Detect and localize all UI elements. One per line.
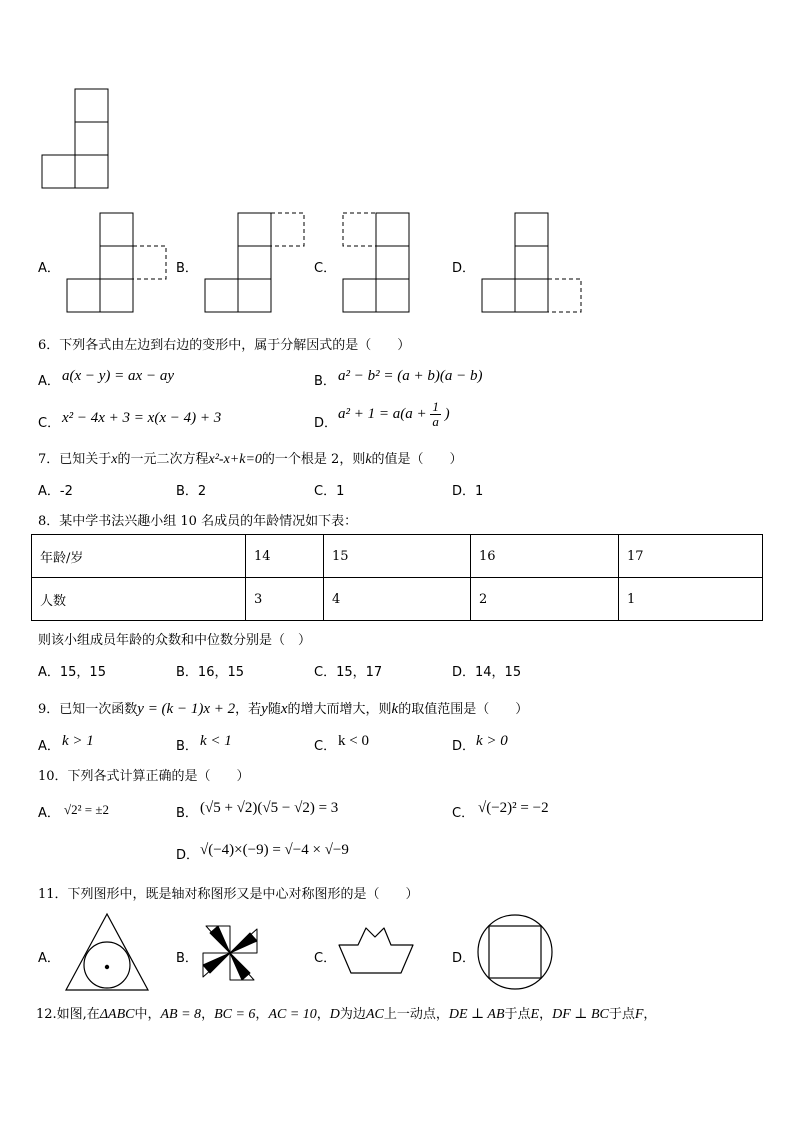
table-cell: 2 <box>471 578 619 621</box>
table-cell: 14 <box>246 535 324 578</box>
q12-stem-part-b: 中， <box>134 1007 161 1022</box>
q9-option-d-expr: k > 0 <box>476 733 508 749</box>
q7-stem-part-a: 7．已知关于 <box>38 452 112 467</box>
q6-option-d-denominator: a <box>432 414 439 429</box>
q12-sep-3: ， <box>316 1007 330 1022</box>
q11-option-b-label[interactable]: B． <box>176 951 198 966</box>
q7-equation: x²-x+k=0 <box>208 452 262 467</box>
q8-option-d[interactable]: D．14，15 <box>452 665 522 680</box>
q12-df-bc: DF ⊥ BC <box>552 1007 609 1022</box>
q9-var-y: y <box>261 701 268 717</box>
q9-stem-part-e: 的取值范围是（ ） <box>398 702 529 717</box>
q8-option-c[interactable]: C．15，17 <box>314 665 383 680</box>
q7-option-b[interactable]: B．2 <box>176 484 207 499</box>
q7-option-a[interactable]: A．-2 <box>38 484 73 499</box>
q9-option-a-expr: k > 1 <box>62 733 94 749</box>
q9-stem-part-c: 随 <box>267 702 281 717</box>
q12-stem-part-d: 上一动点， <box>383 1007 449 1022</box>
q9-var-x: x <box>280 701 288 717</box>
q8-option-b[interactable]: B．16，15 <box>176 665 245 680</box>
q9-var-k: k <box>391 701 399 717</box>
q10-option-c-expr: √(−2)² = −2 <box>478 800 549 816</box>
q6-option-a-expr: a(x − y) = ax − ay <box>62 368 174 384</box>
q12-stem-part-e: 于点 <box>504 1007 531 1022</box>
q6-option-d-left: a² + 1 = a(a + <box>338 405 427 422</box>
q12-stem <box>36 1003 656 1023</box>
q5-option-d-label[interactable]: D． <box>452 261 476 276</box>
q9-stem-part-a: 9．已知一次函数 <box>38 702 138 717</box>
q12-bc: BC = 6 <box>214 1007 256 1022</box>
q12-stem-part-c: 为边 <box>339 1007 366 1022</box>
q12-de-ab: DE ⊥ AB <box>448 1007 505 1022</box>
q6-option-d-label[interactable]: D． <box>314 416 338 431</box>
table-cell: 4 <box>324 578 471 621</box>
q6-option-b-expr: a² − b² = (a + b)(a − b) <box>338 368 483 384</box>
q10-stem: 10．下列各式计算正确的是（ ） <box>38 769 250 784</box>
table-cell: 1 <box>619 578 763 621</box>
q12-triangle: ΔABC <box>99 1007 135 1022</box>
q9-option-a-label[interactable]: A． <box>38 739 60 754</box>
q10-option-c-label[interactable]: C． <box>452 806 475 821</box>
q6-option-c-label[interactable]: C． <box>38 416 61 431</box>
q11-option-c-label[interactable]: C． <box>314 951 337 966</box>
q6-option-b-label[interactable]: B． <box>314 374 336 389</box>
q6-option-c-expr: x² − 4x + 3 = x(x − 4) + 3 <box>62 410 222 426</box>
q9-option-b-expr: k < 1 <box>200 733 232 749</box>
q10-option-b-expr: (√5 + √2)(√5 − √2) = 3 <box>200 800 339 816</box>
q12-side-ac: AC <box>365 1007 384 1022</box>
q7-stem-part-c: 的一个根是 2，则 <box>261 452 366 467</box>
q8-question: 则该小组成员年龄的众数和中位数分别是（ ） <box>38 633 312 648</box>
q10-option-a-label[interactable]: A． <box>38 806 60 821</box>
q7-var-k: k <box>365 452 372 467</box>
q9-stem-part-b: ，若 <box>235 702 262 717</box>
q7-var-x: x <box>111 452 118 467</box>
q12-point-f: F <box>634 1007 644 1022</box>
q7-stem-part-b: 的一元二次方程 <box>117 452 209 467</box>
q9-option-c-expr: k < 0 <box>338 733 369 749</box>
q10-option-b-label[interactable]: B． <box>176 806 198 821</box>
q8-option-a[interactable]: A．15，15 <box>38 665 106 680</box>
q12-point-e: E <box>530 1007 540 1022</box>
q12-ab: AB = 8 <box>160 1007 202 1022</box>
q12-sep-4: ， <box>539 1007 553 1022</box>
q7-option-c[interactable]: C．1 <box>314 484 345 499</box>
q6-option-d-numerator: 1 <box>432 399 439 414</box>
q12-stem-part-f: 于点 <box>608 1007 635 1022</box>
q10-option-d-label[interactable]: D． <box>176 848 200 863</box>
table-cell: 3 <box>246 578 324 621</box>
table-cell: 15 <box>324 535 471 578</box>
table-cell: 16 <box>471 535 619 578</box>
q5-option-a-label[interactable]: A． <box>38 261 60 276</box>
q7-stem-part-d: 的值是（ ） <box>371 452 463 467</box>
q11-option-d-label[interactable]: D． <box>452 951 476 966</box>
table-cell: 年龄/岁 <box>32 535 246 578</box>
q12-var-d: D <box>329 1007 340 1022</box>
q6-option-d-right: ) <box>444 405 450 422</box>
q12-stem-part-a: 12.如图,在 <box>36 1007 100 1022</box>
q12-ac: AC = 10 <box>268 1007 317 1022</box>
q11-stem: 11．下列图形中，既是轴对称图形又是中心对称图形的是（ ） <box>38 887 419 902</box>
q5-option-c-label[interactable]: C． <box>314 261 337 276</box>
q12-sep-5: ， <box>643 1007 657 1022</box>
q9-stem-part-d: 的增大而增大，则 <box>287 702 392 717</box>
q7-option-d[interactable]: D．1 <box>452 484 484 499</box>
q6-option-a-label[interactable]: A． <box>38 374 60 389</box>
q5-option-b-label[interactable]: B． <box>176 261 198 276</box>
q11-option-a-label[interactable]: A． <box>38 951 60 966</box>
q9-function: y = (k − 1)x + 2 <box>137 701 236 717</box>
q8-stem: 8．某中学书法兴趣小组 10 名成员的年龄情况如下表： <box>38 514 358 529</box>
q12-sep-2: ， <box>255 1007 269 1022</box>
q9-option-c-label[interactable]: C． <box>314 739 337 754</box>
q12-sep-1: ， <box>201 1007 215 1022</box>
q10-option-d-expr: √(−4)×(−9) = √−4 × √−9 <box>200 842 349 858</box>
q9-option-b-label[interactable]: B． <box>176 739 198 754</box>
table-cell: 17 <box>619 535 763 578</box>
table-cell: 人数 <box>32 578 246 621</box>
q6-stem: 6．下列各式由左边到右边的变形中，属于分解因式的是（ ） <box>38 338 411 353</box>
q9-option-d-label[interactable]: D． <box>452 739 476 754</box>
q10-option-a-expr: √2² = ±2 <box>64 802 109 817</box>
